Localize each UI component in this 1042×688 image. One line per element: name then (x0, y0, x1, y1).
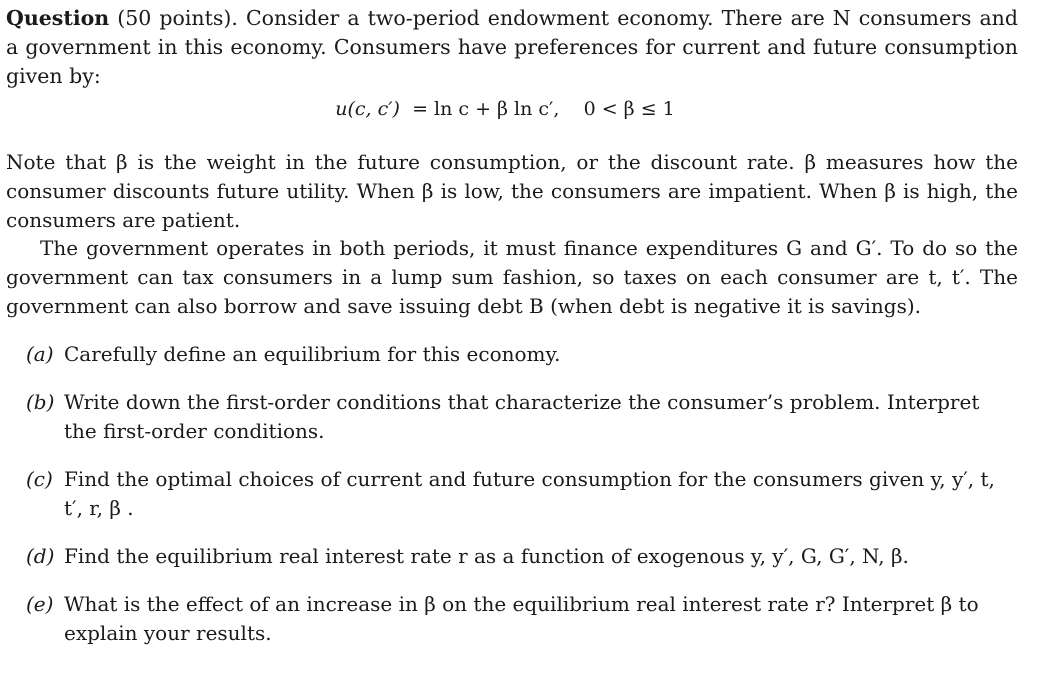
part-a-text: Carefully define an equilibrium for this economy. (64, 342, 561, 366)
equation-rhs: = ln c + β ln c′, (412, 98, 560, 120)
equation-lhs: u(c, c′) (335, 98, 400, 120)
part-b-text: Write down the first-order conditions that characterize the consumer’s problem. Interpret the first-order conditions. (64, 390, 980, 443)
part-e-text: What is the effect of an increase in β on the equilibrium real interest rate r? Interpret β to explain your results. (64, 592, 979, 645)
part-c-label: (c) (26, 467, 53, 491)
part-a-label: (a) (26, 342, 54, 366)
government-paragraph: The government operates in both periods, it must finance expenditures G and G′. To do so the government can tax consumers in a lump sum fashion, so taxes on each consumer are t, t′. The government can also borrow and save issuing debt B (when debt is negative it is savings). (6, 236, 1018, 318)
part-e (26, 590, 1018, 648)
part-c (26, 465, 1018, 523)
question-parts-list (26, 340, 1018, 648)
question-label: Question (6, 6, 110, 30)
part-d-label: (d) (26, 544, 55, 568)
part-c-text: Find the optimal choices of current and future consumption for the consumers given y, y′, t, t′, r, β . (64, 467, 995, 520)
part-e-label: (e) (26, 592, 54, 616)
utility-equation (6, 90, 1018, 140)
question-intro-text: Consider a two-period endowment economy. There are N consumers and a government in this economy. Consumers have preferences for current and future consumption given by: (6, 6, 1018, 88)
part-b-label: (b) (26, 390, 55, 414)
note-paragraph: Note that β is the weight in the future consumption, or the discount rate. β measures how the consumer discounts future utility. When β is low, the consumers are impatient. When β is high, the consumers are patient. (6, 150, 1018, 232)
part-d-text: Find the equilibrium real interest rate r as a function of exogenous y, y′, G, G′, N, β. (64, 544, 909, 568)
part-a (26, 340, 1018, 369)
question-points: (50 points). (117, 6, 238, 30)
question-page (6, 4, 1018, 645)
part-b (26, 388, 1018, 446)
question-intro (6, 4, 1018, 91)
equation-constraint: 0 < β ≤ 1 (583, 98, 675, 120)
part-d (26, 542, 1018, 571)
